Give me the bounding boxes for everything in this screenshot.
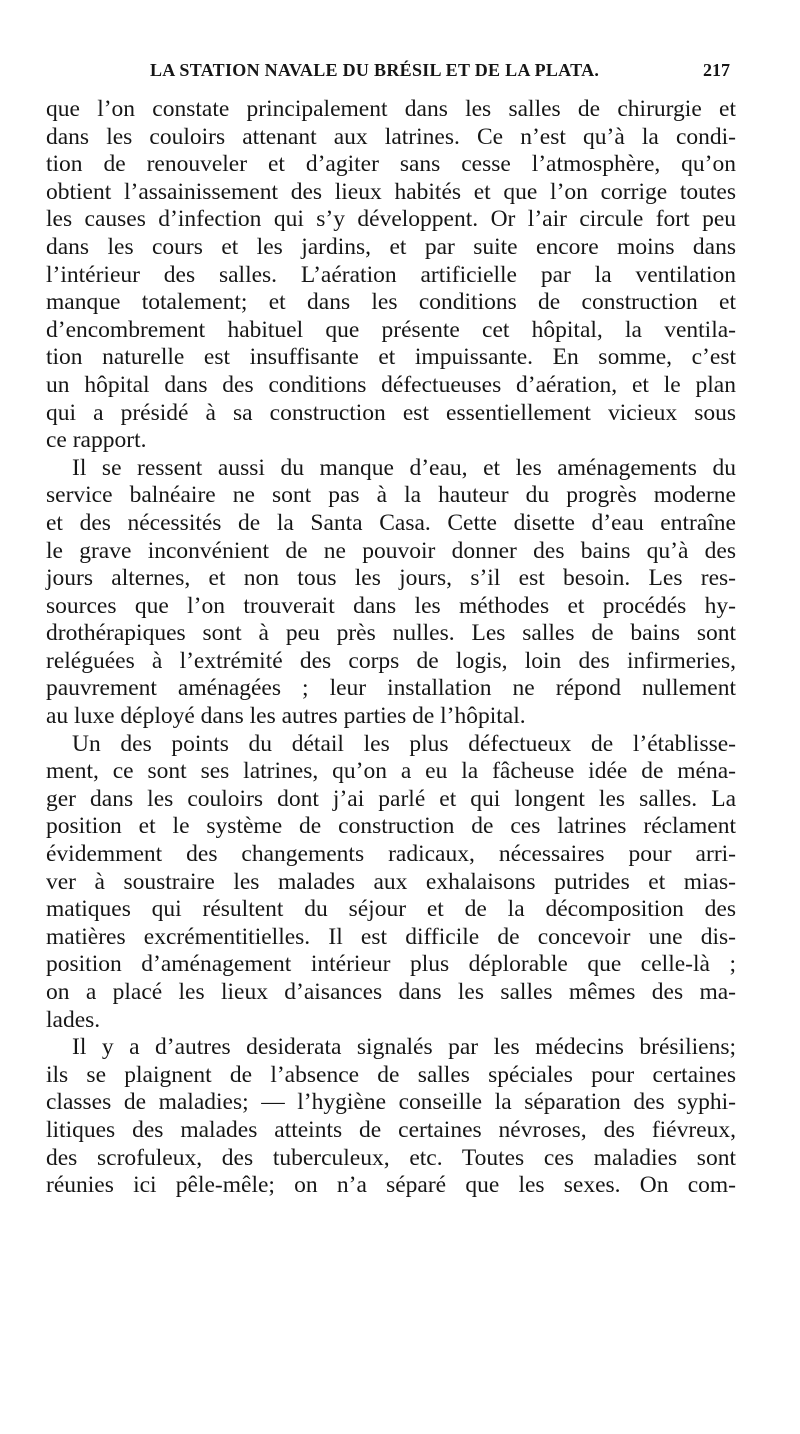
text-line: tion naturelle est insuffisante et impuissante. En somme, c’est <box>46 344 736 371</box>
text-line: que l’on constate principalement dans les salles de chirurgie et <box>46 96 736 122</box>
running-title: LA STATION NAVALE DU BRÉSIL ET DE LA PLATA. <box>150 60 600 80</box>
paragraph <box>46 1034 736 1200</box>
text-line: matiques qui résultent du séjour et de la décomposition des <box>46 896 736 923</box>
text-line: réunies ici pêle-mêle; on n’a séparé que les sexes. On com- <box>46 1172 736 1199</box>
text-line: position et le système de construction de ces latrines réclament <box>46 813 736 840</box>
text-line: jours alternes, et non tous les jours, s’il est besoin. Les res- <box>46 565 736 592</box>
text-line: lades. <box>46 1006 101 1033</box>
text-line: au luxe déployé dans les autres parties de l’hôpital. <box>46 703 526 730</box>
text-line: des scrofuleux, des tuberculeux, etc. Toutes ces maladies sont <box>46 1144 736 1171</box>
text-line: litiques des malades atteints de certaines névroses, des fiévreux, <box>46 1116 736 1143</box>
text-line: d’encombrement habituel que présente cet hôpital, la ventila- <box>46 316 736 343</box>
text-line: ger dans les couloirs dont j’ai parlé et qui longent les salles. La <box>46 785 736 812</box>
text-line: sources que l’on trouverait dans les méthodes et procédés hy- <box>46 592 736 619</box>
text-line: et des nécessités de la Santa Casa. Cette disette d’eau entraîne <box>46 509 736 536</box>
text-line: drothérapiques sont à peu près nulles. Les salles de bains sont <box>46 620 736 647</box>
text-line: évidemment des changements radicaux, nécessaires pour arri- <box>46 841 736 868</box>
text-line: obtient l’assainissement des lieux habités et que l’on corrige toutes <box>46 178 736 205</box>
text-line: les causes d’infection qui s’y développent. Or l’air circule fort peu <box>46 206 736 233</box>
text-line: reléguées à l’extrémité des corps de logis, loin des infirmeries, <box>46 647 736 674</box>
text-line: un hôpital dans des conditions défectueuses d’aération, et le plan <box>46 371 736 398</box>
text-line: ils se plaignent de l’absence de salles spéciales pour certaines <box>46 1061 736 1088</box>
text-line: ment, ce sont ses latrines, qu’on a eu la fâcheuse idée de ména- <box>46 758 736 785</box>
text-line: service balnéaire ne sont pas à la hauteur du progrès moderne <box>46 482 736 509</box>
text-line: qui a présidé à sa construction est essentiellement vicieux sous <box>46 399 736 426</box>
text-line: matières excrémentitielles. Il est difficile de concevoir une dis- <box>46 923 736 950</box>
body-text <box>46 96 736 1200</box>
running-head <box>150 60 738 90</box>
paragraph <box>46 96 736 455</box>
text-line: dans les couloirs attenant aux latrines. Ce n’est qu’à la condi- <box>46 123 736 150</box>
text-line: classes de maladies; — l’hygiène conseille la séparation des syphi- <box>46 1089 736 1116</box>
text-line: tion de renouveler et d’agiter sans cesse l’atmosphère, qu’on <box>46 151 736 178</box>
paragraph <box>46 455 736 731</box>
page-number: 217 <box>703 60 730 80</box>
paragraph <box>46 731 736 1035</box>
text-line: pauvrement aménagées ; leur installation ne répond nullement <box>46 675 736 702</box>
text-line: Il se ressent aussi du manque d’eau, et les aménagements du <box>72 454 736 481</box>
text-line: Il y a d’autres desiderata signalés par les médecins brésiliens; <box>72 1034 736 1061</box>
text-line: ce rapport. <box>46 427 147 454</box>
text-line: le grave inconvénient de ne pouvoir donner des bains qu’à des <box>46 537 736 564</box>
text-line: Un des points du détail les plus défectueux de l’établisse- <box>72 730 736 757</box>
text-line: ver à soustraire les malades aux exhalaisons putrides et mias- <box>46 868 736 895</box>
text-line: l’intérieur des salles. L’aération artificielle par la ventilation <box>46 261 736 288</box>
text-line: dans les cours et les jardins, et par suite encore moins dans <box>46 233 736 260</box>
text-line: on a placé les lieux d’aisances dans les salles mêmes des ma- <box>46 979 736 1005</box>
text-line: manque totalement; et dans les conditions de construction et <box>46 289 736 316</box>
text-line: position d’aménagement intérieur plus déplorable que celle-là ; <box>46 951 736 978</box>
